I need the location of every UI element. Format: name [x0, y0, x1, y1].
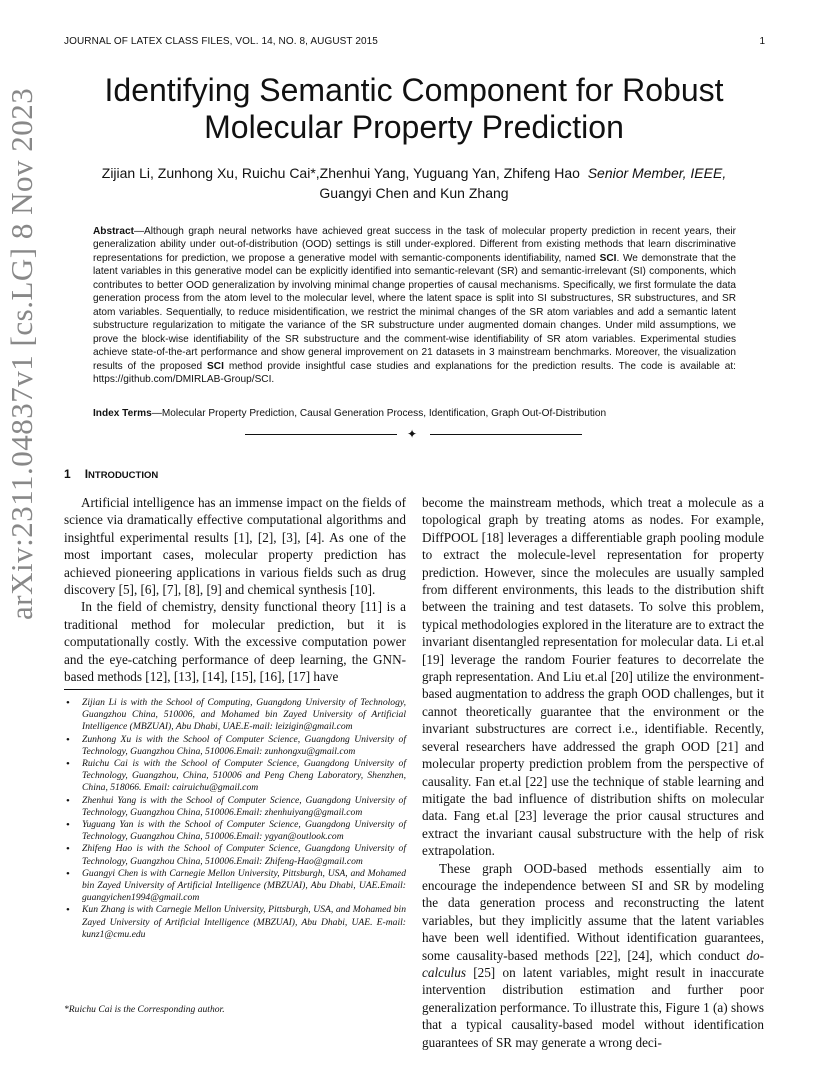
arxiv-stamp[interactable]: arXiv:2311.04837v1 [cs.LG] 8 Nov 2023	[4, 87, 39, 620]
page-number: 1	[759, 36, 765, 47]
body-paragraph: become the mainstream methods, which treat a molecule as a topological graph by treating atoms as nodes. For example, DiffPOOL [18] leverages a differentiable graph pooling module to extract the molecule-level representation for property prediction. However, since the molecules are usually sampled from different environments, this leads to the distribution shift between the training and test datasets. To solve this problem, typical methodologies explored in the literature are to extract the invariant disentangled representation for molecular data. Li et.al [19] leverage the random Fourier features to decorrelate the graph representation. And Liu et.al [20] utilize the environment-based augmentation to address the graph OOD challenges, but it cannot theoretically guarantee that the environment or the invariant substructures are correct i.e., identifiable. Recently, several researchers have addressed the graph OOD [21] and molecular property prediction problem from the perspective of causality. Fan et.al [22] use the technique of stable learning and mitigate the bad influence of distribution shifts on molecular data. Fang et.al [23] leverage the prior causal structures and extract the invariant causal substructure with the help of risk extrapolation.	[422, 495, 764, 859]
author-names-line2: Guangyi Chen and Kun Zhang	[319, 185, 509, 201]
author-membership: Senior Member, IEEE,	[587, 165, 727, 181]
footnote-rule	[64, 689, 320, 690]
footnote-item: • Kun Zhang is with Carnegie Mellon University, Pittsburgh, USA, and Mohamed bin Zayed University of Artificial Intelligence (MBZUAI), Abu Dhabi, UAE. E-mail: kunz1@cmu.edu	[64, 904, 406, 941]
body-column-left	[64, 494, 406, 685]
footnote-item: • Zhifeng Hao is with the School of Computer Science, Guangdong University of Technology, Guangzhou China, 510006.Email: Zhifeng-Hao@gmail.com	[64, 843, 406, 867]
footnote-item: • Guangyi Chen is with Carnegie Mellon University, Pittsburgh, USA, and Mohamed bin Zayed University of Artificial Intelligence (MBZUAI), Abu Dhabi, UAE.Email: guangyichen1994@gmail.com	[64, 868, 406, 905]
index-terms	[93, 407, 736, 420]
index-terms-label: Index Terms	[93, 408, 152, 419]
index-terms-text: —Molecular Property Prediction, Causal Generation Process, Identification, Graph Out-Of-Distribution	[151, 408, 607, 419]
divider-right	[430, 434, 582, 435]
body-column-right	[422, 494, 764, 1051]
footnote-item: • Yuguang Yan is with the School of Computer Science, Guangdong University of Technology, Guangzhou China, 510006.Email: ygyan@outlook.com	[64, 819, 406, 843]
abstract-text-1: —Although graph neural networks have achieved great success in the task of molecular property prediction in recent years, their generalization ability under out-of-distribution (OOD) settings is still under-explored. Different from existing methods that learn discriminative representations for prediction, we propose a generative model with semantic-components identifiability, named	[93, 226, 736, 264]
section-title-initial: I	[84, 467, 89, 481]
divider-diamond-icon: ✦	[407, 427, 418, 441]
body-paragraph	[422, 860, 764, 1051]
divider-left	[245, 434, 397, 435]
method-name-2: SCI	[207, 360, 224, 372]
abstract-label: Abstract	[93, 226, 134, 237]
author-names: Zijian Li, Zunhong Xu, Ruichu Cai*,Zhenhui Yang, Yuguang Yan, Zhifeng Hao	[101, 165, 580, 181]
paragraph-text: [25] on latent variables, might result in inaccurate intervention distribution estimation and further poor generalization performance. To illustrate this, Figure 1 (a) shows that a typical causality-based model without identification guarantees of SR may generate a wrong deci-	[422, 964, 764, 1050]
section-title-rest: NTRODUCTION	[88, 470, 159, 481]
emphasis-term: do-calculus	[422, 947, 764, 980]
abstract-text-3: method provide insightful case studies and explanations for the prediction results. The code is available at: https://github.com/DMIRLAB-Group/SCI.	[93, 360, 736, 385]
body-paragraph: Artificial intelligence has an immense impact on the fields of science via dramatically effective computational algorithms and insightful experimental results [1], [2], [3], [4]. As one of the most important cases, molecular property prediction has achieved pioneering applications in various fields such as drug discovery [5], [6], [7], [8], [9] and chemical synthesis [10].	[64, 495, 406, 598]
author-list	[64, 163, 764, 203]
footnote-item: • Zhenhui Yang is with the School of Computer Science, Guangdong University of Technology, Guangzhou China, 510006.Email: zhenhuiyang@gmail.com	[64, 795, 406, 819]
method-name: SCI	[599, 252, 617, 264]
abstract-text-2: . We demonstrate that the latent variables in this generative model can be explicitly identified into semantic-relevant (SR) and semantic-irrelevant (SI) components, which contributes to better OOD generalization by involving minimal change properties of causal mechanisms. Specifically, we first formulate the data generation process from the atom level to the molecular level, where the latent space is split into SI substructures, SR substructures, and SR atom variables. Sequentially, to reduce misidentification, we restrict the minimal changes of the SR atom variables and add a semantic latent substructure regularization to mitigate the variance of the SR substructure under augmented domain changes. Under mild assumptions, we prove the block-wise identifiability of the SR substructure and the comment-wise identifiability of SR atom variables. Experimental studies achieve state-of-the-art performance and show general improvement on 21 datasets in 3 mainstream benchmarks. Moreover, the visualization results of the proposed	[93, 252, 736, 372]
corresponding-author-note: *Ruichu Cai is the Corresponding author.	[64, 1004, 225, 1015]
paragraph-text: These graph OOD-based methods essentially aim to encourage the independence between SI and SR by modeling the data generation process and reconstructing the latent variables, but they implicitly assume that the latent variables have been well identified. Without identification guarantees, some causality-based methods [22], [24], which conduct	[422, 860, 764, 963]
footnote-item: • Zunhong Xu is with the School of Computer Science, Guangdong University of Technology, Guangzhou China, 510006.Email: zunhongxu@gmail.com	[64, 734, 406, 758]
footnote-item: • Zijian Li is with the School of Computing, Guangdong University of Technology, Guangzhou China, 510006, and Mohamed bin Zayed University of Artificial Intelligence (MBZUAI), Abu Dhabi, UAE.E-mail: leizigin@gmail.com	[64, 697, 406, 734]
paper-title: Identifying Semantic Component for Robust Molecular Property Prediction	[104, 72, 724, 145]
running-header: JOURNAL OF LATEX CLASS FILES, VOL. 14, NO. 8, AUGUST 2015	[64, 36, 378, 47]
body-paragraph: In the field of chemistry, density functional theory [11] is a traditional method for molecular prediction, but it is computationally costly. With the excessive computation power and the eye-catching performance of deep learning, the GNN-based methods [12], [13], [14], [15], [16], [17] have	[64, 599, 406, 685]
author-footnotes	[64, 697, 406, 941]
abstract	[93, 225, 736, 386]
footnote-item: • Ruichu Cai is with the School of Computer Science, Guangdong University of Technology, Guangzhou, China, 510006 and Peng Cheng Laboratory, Shenzhen, China, 518066. Email: cairuichu@gmail.com	[64, 758, 406, 795]
section-heading	[64, 467, 158, 481]
section-number: 1	[64, 467, 71, 481]
